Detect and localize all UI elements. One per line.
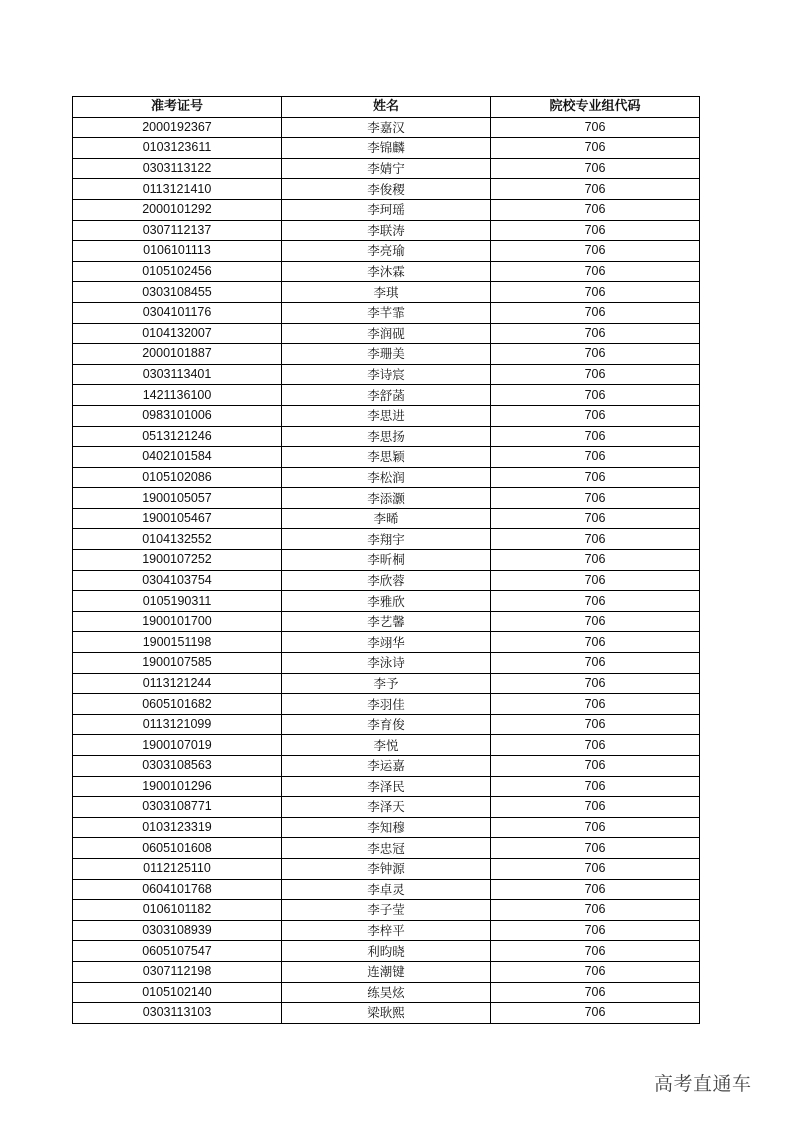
cell-group-code: 706 (491, 653, 700, 674)
cell-group-code: 706 (491, 117, 700, 138)
cell-group-code: 706 (491, 920, 700, 941)
table-row (73, 179, 700, 200)
table-row (73, 405, 700, 426)
cell-group-code: 706 (491, 982, 700, 1003)
cell-name: 李思进 (282, 405, 491, 426)
cell-group-code: 706 (491, 302, 700, 323)
table-header-row (73, 97, 700, 118)
cell-name: 李芊霏 (282, 302, 491, 323)
cell-exam-number: 0303108771 (73, 797, 282, 818)
table-row (73, 488, 700, 509)
cell-name: 梁耿熙 (282, 1003, 491, 1024)
table-row (73, 756, 700, 777)
table-row (73, 282, 700, 303)
cell-exam-number: 0304103754 (73, 570, 282, 591)
cell-exam-number: 0113121099 (73, 714, 282, 735)
table-row (73, 385, 700, 406)
table-row (73, 570, 700, 591)
cell-name: 李沐霖 (282, 261, 491, 282)
cell-name: 李梓平 (282, 920, 491, 941)
cell-name: 李舒菡 (282, 385, 491, 406)
cell-exam-number: 0605101608 (73, 838, 282, 859)
cell-group-code: 706 (491, 941, 700, 962)
table-row (73, 653, 700, 674)
cell-name: 李艺馨 (282, 611, 491, 632)
table-row (73, 776, 700, 797)
cell-name: 李晞 (282, 508, 491, 529)
table-row (73, 529, 700, 550)
cell-exam-number: 1900101296 (73, 776, 282, 797)
table-row (73, 158, 700, 179)
table-row (73, 426, 700, 447)
table-row (73, 323, 700, 344)
cell-name: 李锦麟 (282, 138, 491, 159)
cell-group-code: 706 (491, 838, 700, 859)
cell-exam-number: 0303113122 (73, 158, 282, 179)
table-row (73, 199, 700, 220)
table-row (73, 879, 700, 900)
cell-exam-number: 1900105057 (73, 488, 282, 509)
cell-group-code: 706 (491, 961, 700, 982)
cell-exam-number: 0605107547 (73, 941, 282, 962)
table-row (73, 138, 700, 159)
cell-exam-number: 0105190311 (73, 591, 282, 612)
cell-exam-number: 1900151198 (73, 632, 282, 653)
cell-group-code: 706 (491, 714, 700, 735)
cell-group-code: 706 (491, 508, 700, 529)
cell-group-code: 706 (491, 735, 700, 756)
table-row (73, 508, 700, 529)
cell-exam-number: 0303108563 (73, 756, 282, 777)
cell-group-code: 706 (491, 323, 700, 344)
cell-name: 李翔宇 (282, 529, 491, 550)
cell-group-code: 706 (491, 591, 700, 612)
table-row (73, 735, 700, 756)
admission-table (72, 96, 700, 1024)
cell-name: 李羽佳 (282, 694, 491, 715)
table-row (73, 117, 700, 138)
cell-group-code: 706 (491, 426, 700, 447)
cell-name: 李添灏 (282, 488, 491, 509)
cell-group-code: 706 (491, 858, 700, 879)
cell-group-code: 706 (491, 261, 700, 282)
cell-name: 李昕桐 (282, 550, 491, 571)
table-row (73, 364, 700, 385)
cell-name: 李忠冠 (282, 838, 491, 859)
cell-name: 李欣蓉 (282, 570, 491, 591)
cell-name: 李雅欣 (282, 591, 491, 612)
table-row (73, 220, 700, 241)
cell-exam-number: 1900107252 (73, 550, 282, 571)
table-row (73, 261, 700, 282)
cell-group-code: 706 (491, 879, 700, 900)
cell-name: 李珊美 (282, 344, 491, 365)
table-row (73, 632, 700, 653)
cell-name: 李泳诗 (282, 653, 491, 674)
cell-exam-number: 0106101113 (73, 241, 282, 262)
cell-exam-number: 0513121246 (73, 426, 282, 447)
cell-name: 李嘉汉 (282, 117, 491, 138)
cell-exam-number: 0402101584 (73, 447, 282, 468)
cell-name: 李珂瑶 (282, 199, 491, 220)
cell-group-code: 706 (491, 632, 700, 653)
cell-exam-number: 2000101887 (73, 344, 282, 365)
table-row (73, 858, 700, 879)
cell-exam-number: 0103123319 (73, 817, 282, 838)
cell-group-code: 706 (491, 385, 700, 406)
header-name: 姓名 (282, 97, 491, 118)
cell-exam-number: 0105102140 (73, 982, 282, 1003)
cell-exam-number: 1900107585 (73, 653, 282, 674)
table-row (73, 302, 700, 323)
cell-exam-number: 0103123611 (73, 138, 282, 159)
table-row (73, 714, 700, 735)
header-exam-number: 准考证号 (73, 97, 282, 118)
table-row (73, 694, 700, 715)
table-row (73, 591, 700, 612)
cell-name: 李育俊 (282, 714, 491, 735)
cell-group-code: 706 (491, 467, 700, 488)
table-row (73, 241, 700, 262)
cell-name: 李钟源 (282, 858, 491, 879)
cell-exam-number: 0983101006 (73, 405, 282, 426)
table-row (73, 838, 700, 859)
cell-group-code: 706 (491, 570, 700, 591)
cell-exam-number: 2000192367 (73, 117, 282, 138)
table-row (73, 961, 700, 982)
cell-group-code: 706 (491, 797, 700, 818)
cell-group-code: 706 (491, 364, 700, 385)
table-row (73, 447, 700, 468)
table-row (73, 941, 700, 962)
table-row (73, 550, 700, 571)
cell-group-code: 706 (491, 158, 700, 179)
cell-group-code: 706 (491, 694, 700, 715)
cell-group-code: 706 (491, 488, 700, 509)
cell-name: 李卓灵 (282, 879, 491, 900)
cell-exam-number: 1900105467 (73, 508, 282, 529)
cell-exam-number: 0104132007 (73, 323, 282, 344)
table-body (73, 117, 700, 1023)
cell-name: 李泽民 (282, 776, 491, 797)
cell-name: 李思颖 (282, 447, 491, 468)
cell-group-code: 706 (491, 138, 700, 159)
cell-name: 李运嘉 (282, 756, 491, 777)
cell-exam-number: 0604101768 (73, 879, 282, 900)
cell-name: 李琪 (282, 282, 491, 303)
cell-name: 李松润 (282, 467, 491, 488)
cell-group-code: 706 (491, 447, 700, 468)
cell-name: 李予 (282, 673, 491, 694)
cell-name: 李亮瑜 (282, 241, 491, 262)
cell-exam-number: 0303108939 (73, 920, 282, 941)
watermark-text: 高考直通车 (654, 1073, 752, 1095)
table-row (73, 1003, 700, 1024)
cell-exam-number: 1900107019 (73, 735, 282, 756)
cell-group-code: 706 (491, 179, 700, 200)
cell-name: 李泽天 (282, 797, 491, 818)
cell-group-code: 706 (491, 241, 700, 262)
table-row (73, 673, 700, 694)
table-row (73, 900, 700, 921)
table-row (73, 611, 700, 632)
header-group-code: 院校专业组代码 (491, 97, 700, 118)
cell-name: 李润砚 (282, 323, 491, 344)
cell-exam-number: 0605101682 (73, 694, 282, 715)
cell-exam-number: 0105102456 (73, 261, 282, 282)
table-row (73, 817, 700, 838)
cell-group-code: 706 (491, 282, 700, 303)
cell-exam-number: 0303113401 (73, 364, 282, 385)
cell-name: 李翊华 (282, 632, 491, 653)
cell-exam-number: 0307112137 (73, 220, 282, 241)
cell-name: 李诗宸 (282, 364, 491, 385)
cell-name: 李俊稷 (282, 179, 491, 200)
cell-group-code: 706 (491, 611, 700, 632)
cell-exam-number: 1421136100 (73, 385, 282, 406)
cell-exam-number: 1900101700 (73, 611, 282, 632)
cell-group-code: 706 (491, 776, 700, 797)
cell-exam-number: 0303108455 (73, 282, 282, 303)
table-row (73, 797, 700, 818)
cell-name: 李思扬 (282, 426, 491, 447)
cell-name: 李婧宁 (282, 158, 491, 179)
cell-name: 李子莹 (282, 900, 491, 921)
cell-exam-number: 0104132552 (73, 529, 282, 550)
table-row (73, 920, 700, 941)
table-row (73, 467, 700, 488)
cell-name: 李悦 (282, 735, 491, 756)
cell-group-code: 706 (491, 673, 700, 694)
cell-exam-number: 0304101176 (73, 302, 282, 323)
cell-exam-number: 2000101292 (73, 199, 282, 220)
cell-exam-number: 0307112198 (73, 961, 282, 982)
cell-group-code: 706 (491, 405, 700, 426)
cell-group-code: 706 (491, 900, 700, 921)
cell-group-code: 706 (491, 756, 700, 777)
cell-group-code: 706 (491, 220, 700, 241)
cell-exam-number: 0113121244 (73, 673, 282, 694)
cell-name: 李联涛 (282, 220, 491, 241)
table-row (73, 982, 700, 1003)
cell-group-code: 706 (491, 550, 700, 571)
cell-name: 连潮键 (282, 961, 491, 982)
cell-group-code: 706 (491, 344, 700, 365)
cell-exam-number: 0303113103 (73, 1003, 282, 1024)
cell-name: 练昊炫 (282, 982, 491, 1003)
cell-name: 利昀晓 (282, 941, 491, 962)
table-row (73, 344, 700, 365)
cell-group-code: 706 (491, 1003, 700, 1024)
cell-name: 李知穆 (282, 817, 491, 838)
cell-group-code: 706 (491, 817, 700, 838)
cell-exam-number: 0113121410 (73, 179, 282, 200)
cell-exam-number: 0106101182 (73, 900, 282, 921)
cell-exam-number: 0112125110 (73, 858, 282, 879)
cell-group-code: 706 (491, 529, 700, 550)
cell-group-code: 706 (491, 199, 700, 220)
cell-exam-number: 0105102086 (73, 467, 282, 488)
